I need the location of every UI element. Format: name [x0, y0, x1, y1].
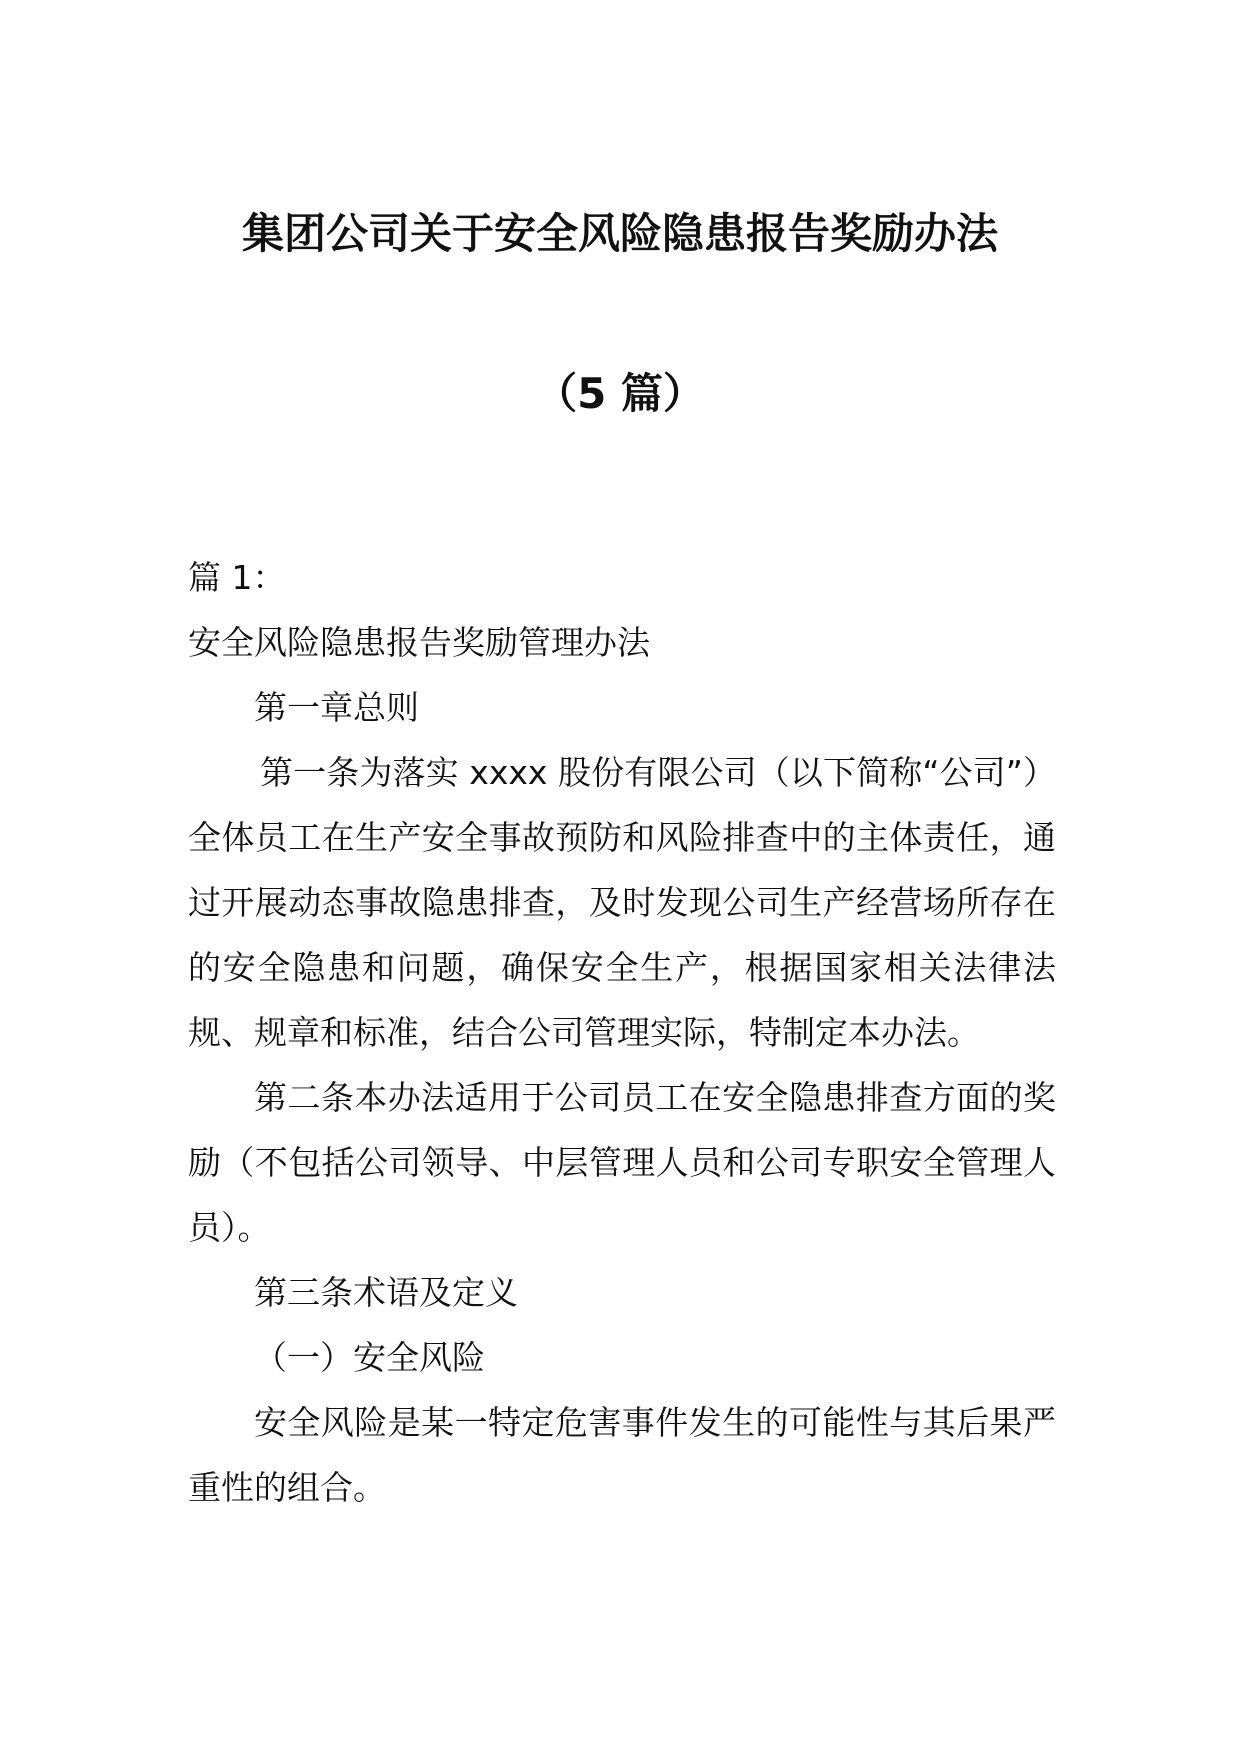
subheading-safety-risk: （一）安全风险 — [254, 1338, 485, 1377]
paragraph-article-3: 第三条术语及定义 — [254, 1273, 518, 1312]
paragraph-article-1: 第一条为落实 xxxx 股份有限公司（以下简称“公司”）全体员工在生产安全事故预防和风险排查中的主体责任，通过开展动态事故隐患排查，及时发现公司生产经营场所存在的安全隐患和问题，确保安全生产，根据国家相关法律法规、规章和标准，结合公司管理实际，特制定本办法。 — [188, 753, 1056, 1052]
chapter-heading: 第一章总则 — [254, 688, 419, 727]
paragraph-risk-definition: 安全风险是某一特定危害事件发生的可能性与其后果严重性的组合。 — [188, 1403, 1056, 1507]
document-body — [188, 545, 1056, 1520]
document-title: 集团公司关于安全风险隐患报告奖励办法 — [241, 209, 998, 258]
paragraph-article-2: 第二条本办法适用于公司员工在安全隐患排查方面的奖励（不包括公司领导、中层管理人员和公司专职安全管理人员）。 — [188, 1078, 1056, 1247]
section-label: 篇 1： — [188, 558, 286, 597]
document-subtitle: （5 篇） — [535, 369, 705, 418]
section-heading: 安全风险隐患报告奖励管理办法 — [188, 623, 650, 662]
